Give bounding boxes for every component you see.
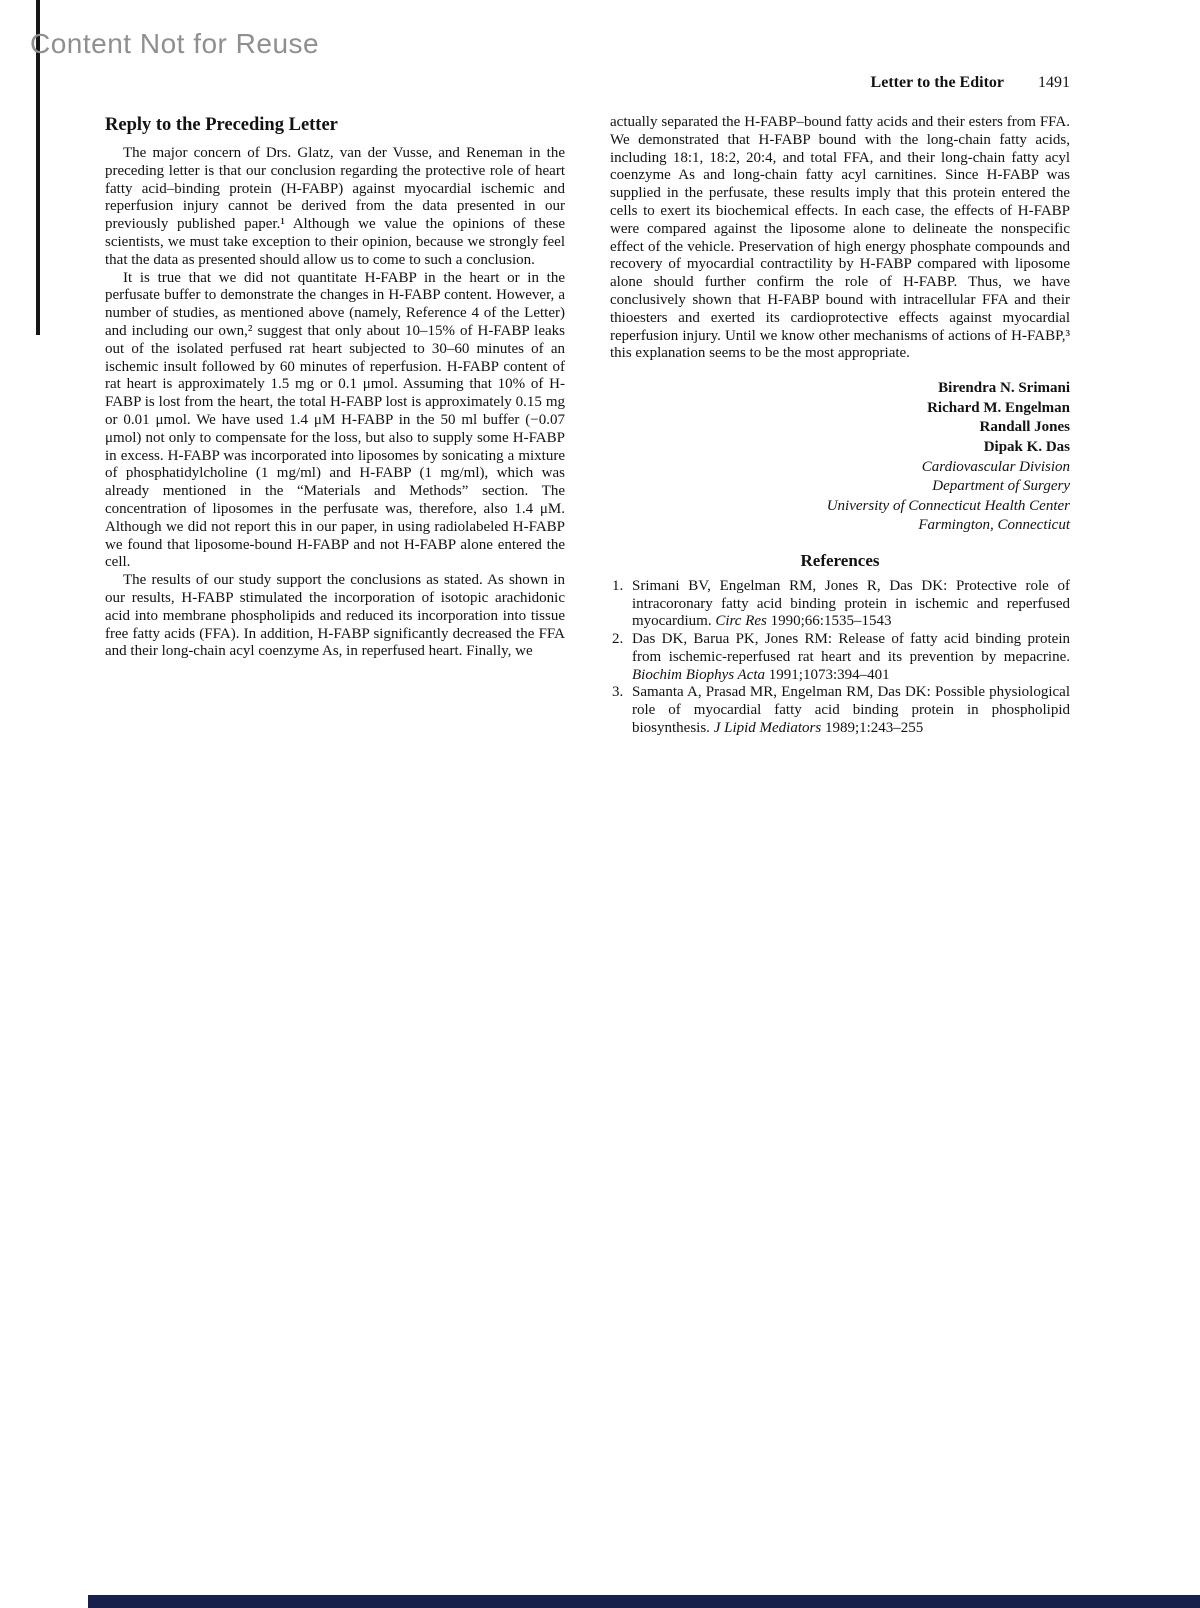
reference-text: 1990;66:1535–1543 (766, 613, 892, 630)
article-body (105, 114, 1070, 738)
reference-number: 3. (612, 684, 624, 701)
watermark-text: Content Not for Reuse (30, 28, 320, 59)
paragraph: The major concern of Drs. Glatz, van der Vusse, and Reneman in the preceding letter is that our conclusion regarding the protective role of heart fatty acid–binding protein (H-FABP) against myocardial ischemic and reperfusion injury cannot be derived from the data presented in our previously published paper.¹ Although we value the opinions of these scientists, we must take exception to their opinion, because we strongly feel that the data as presented should allow us to come to such a conclusion. (105, 145, 565, 268)
reference-text: Srimani BV, Engelman RM, Jones R, Das DK: Protective role of intracoronary fatty acid binding protein in ischemic and reperfused myocardium. (632, 577, 1070, 630)
paragraph: It is true that we did not quantitate H-FABP in the heart or in the perfusate buffer to demonstrate the changes in H-FABP content. However, a number of studies, as mentioned above (namely, Reference 4 of the Letter) and including our own,² suggest that only about 10–15% of H-FABP leaks out of the isolated perfused rat heart subjected to 30–60 minutes of an ischemic insult followed by 60 minutes of reperfusion. H-FABP content of rat heart is approximately 1.5 mg or 0.1 μmol. Assuming that 10% of H-FABP is lost from the heart, the total H-FABP lost is approximately 0.15 mg or 0.01 μmol. We have used 1.4 μM H-FABP in the 50 ml buffer (−0.07 μmol) not only to compensate for the loss, but also to supply some H-FABP in excess. H-FABP was incorporated into liposomes by sonicating a mixture of phosphatidylcholine (1 mg/ml) and H-FABP (1 mg/ml), which was already mentioned in the “Materials and Methods” section. The concentration of liposomes in the perfusate was, therefore, also 1.4 μM. Although we did not report this in our paper, in using radiolabeled H-FABP we found that liposome-bound H-FABP and not H-FABP alone entered the cell. (105, 269, 565, 571)
scan-bottom-bar (88, 1595, 1200, 1608)
reference-text: Das DK, Barua PK, Jones RM: Release of fatty acid binding protein from ischemic-reperfused rat heart and its prevention by mepacrine. (632, 631, 1070, 665)
reference-item (610, 578, 1070, 631)
references-title: References (800, 550, 880, 570)
paragraph: actually separated the H-FABP–bound fatty acids and their esters from FFA. We demonstrated that H-FABP bound with the long-chain fatty acids, including 18:1, 18:2, 20:4, and total FFA, and their long-chain fatty acyl coenzyme As and long-chain fatty acyl carnitines. Since H-FABP was supplied in the perfusate, these results imply that this protein entered the cells to exert its biochemical effects. In each case, the effects of H-FABP were compared against the liposome alone to delineate the nonspecific effect of the vehicle. Preservation of high energy phosphate compounds and recovery of myocardial contractility by H-FABP compared with liposome alone should further confirm the role of H-FABP. Thus, we have conclusively shown that H-FABP bound with intracellular FFA and their thioesters and exerted its cardioprotective effects against myocardial reperfusion injury. Until we know other mechanisms of actions of H-FABP,³ this explanation seems to be the most appropriate. (610, 114, 1070, 362)
reference-text: 1989;1:243–255 (821, 720, 924, 737)
paragraph: The results of our study support the conclusions as stated. As shown in our results, H-FABP stimulated the incorporation of isotopic arachidonic acid into membrane phospholipids and reduced its incorporation into tissue free fatty acids (FFA). In addition, H-FABP significantly decreased the FFA and their long-chain acyl coenzyme As, in reperfused heart. Finally, we (105, 572, 565, 660)
signature-name: Dipak K. Das (983, 438, 1070, 455)
page-number: 1491 (1038, 74, 1070, 91)
column-right (610, 114, 1070, 738)
journal-name: J Lipid Mediators (713, 720, 822, 737)
affiliation-line: Farmington, Connecticut (918, 517, 1070, 534)
affiliation-line: University of Connecticut Health Center (826, 497, 1070, 514)
signature-name: Birendra N. Srimani (938, 380, 1070, 397)
reference-item (610, 631, 1070, 684)
journal-name: Circ Res (715, 613, 767, 630)
running-head-title: Letter to the Editor (870, 74, 1004, 91)
affiliation-line: Department of Surgery (932, 478, 1070, 495)
reference-text: Samanta A, Prasad MR, Engelman RM, Das DK: Possible physiological role of myocardial fatty acid binding protein in phospholipid biosynthesis. (632, 684, 1070, 737)
signature-name: Richard M. Engelman (927, 399, 1070, 416)
reference-text: 1991;1073:394–401 (765, 666, 890, 683)
column-left (105, 114, 565, 738)
journal-name: Biochim Biophys Acta (632, 666, 766, 683)
article-title: Reply to the Preceding Letter (105, 115, 338, 135)
running-head (610, 74, 1070, 92)
reference-number: 2. (612, 631, 624, 648)
reference-number: 1. (612, 577, 624, 594)
signature-block (610, 379, 1070, 536)
reference-item (610, 684, 1070, 737)
signature-name: Randall Jones (979, 419, 1070, 436)
affiliation-line: Cardiovascular Division (921, 458, 1070, 475)
